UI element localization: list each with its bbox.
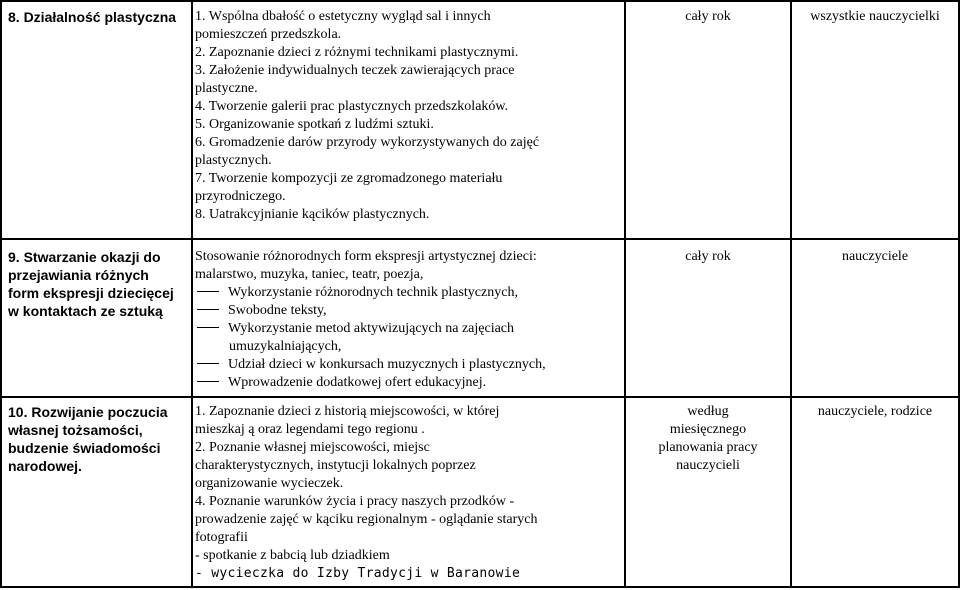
dash-bullet-icon [197,291,219,292]
row9-bullet [195,320,620,338]
row8-term [626,8,790,26]
dash-bullet-icon [197,309,219,310]
row8-line: plastyczne. [195,81,258,96]
row8-term-text: cały rok [685,9,731,24]
row9-bullet-text: Udział dzieci w konkursach muzycznych i plastycznych, [228,357,546,372]
row10-line: - spotkanie z babcią lub dziadkiem [195,548,390,563]
dash-bullet-icon [197,381,219,382]
row10-term [626,403,790,475]
row10-content [195,403,620,583]
row10-line: organizowanie wycieczek. [195,476,344,491]
row10-line: fotografii [195,530,248,545]
row-border-8 [0,238,960,240]
row10-line: prowadzenie zajęć w kąciku regionalnym - oglądanie starych [195,512,538,527]
row9-title-line: form ekspresji dziecięcej [8,285,174,301]
row9-bullet [195,374,620,392]
row10-line: charakterystycznych, instytucji lokalnych poprzez [195,458,476,473]
row9-bullet-text: Wprowadzenie dodatkowej ofert edukacyjnej. [228,375,487,390]
col-border-0 [0,0,2,588]
row8-line: 1. Wspólna dbałość o estetyczny wygląd sal i innych [195,9,491,24]
row9-bullet-text: Swobodne teksty, [228,303,327,318]
row8-line: 5. Organizowanie spotkań z ludźmi sztuki. [195,117,434,132]
row8-line: 8. Uatrakcyjnianie kącików plastycznych. [195,207,430,222]
col-border-3 [790,0,792,588]
row8-line: 3. Założenie indywidualnych teczek zawierających prace [195,63,515,78]
row10-line: 4. Poznanie warunków życia i pracy naszych przodków - [195,494,515,509]
row8-line: 4. Tworzenie galerii prac plastycznych przedszkolaków. [195,99,509,114]
row9-term [626,248,790,266]
row10-term-line: według [687,404,729,419]
row9-intro-line: malarstwo, muzyka, taniec, teatr, poezja, [195,267,424,282]
row8-line: plastycznych. [195,153,272,168]
row9-bullet [195,284,620,302]
row10-line: 2. Poznanie własnej miejscowości, miejsc [195,440,430,455]
dash-bullet-icon [197,363,219,364]
row9-responsible [792,248,958,266]
row9-bullet-text: Wykorzystanie metod aktywizujących na zajęciach [228,321,515,336]
row8-content [195,8,620,224]
row10-title-line: narodowej. [8,458,82,474]
row9-title-line: 9. Stwarzanie okazji do [8,249,161,265]
row8-line: 6. Gromadzenie darów przyrody wykorzystywanych do zajęć [195,135,540,150]
row-border-bottom [0,586,960,588]
row10-line: mieszkaj ą oraz legendami tego regionu . [195,422,425,437]
row9-intro-line: Stosowanie różnorodnych form ekspresji artystycznej dzieci: [195,249,537,264]
row9-bullet-text: Wykorzystanie różnorodnych technik plastycznych, [228,285,518,300]
col-border-1 [191,0,193,588]
row9-title [8,248,188,320]
row10-line: - wycieczka do Izby Tradycji w Baranowie [195,566,521,581]
row-border-top [0,0,960,2]
dash-bullet-icon [197,327,219,328]
row8-title [8,8,188,26]
row9-title-line: przejawiania różnych [8,267,149,283]
row8-responsible-text: wszystkie nauczycielki [810,9,940,24]
row9-responsible-text: nauczyciele [841,249,909,264]
row9-bullet [195,356,620,374]
row10-line: 1. Zapoznanie dzieci z historią miejscowości, w której [195,404,500,419]
row10-title-line: własnej tożsamości, [8,422,143,438]
row8-line: 7. Tworzenie kompozycji ze zgromadzonego materiału [195,171,503,186]
row-border-9 [0,396,960,398]
row8-line: pomieszczeń przedszkola. [195,27,342,42]
row9-term-text: cały rok [685,249,731,264]
row10-term-line: nauczycieli [676,458,740,473]
row9-content [195,248,620,392]
row8-responsible [792,8,958,26]
col-border-2 [624,0,626,588]
row10-responsible-text: nauczyciele, rodzice [817,404,933,419]
row9-title-line: w kontaktach ze sztuką [8,303,163,319]
row10-responsible [792,403,958,421]
row9-bullet-continuation: umuzykalniających, [229,339,342,354]
row8-line: przyrodniczego. [195,189,286,204]
row8-line: 2. Zapoznanie dzieci z różnymi technikami plastycznymi. [195,45,519,60]
row10-title [8,403,188,475]
row10-term-line: planowania pracy [658,440,758,455]
row9-bullet [195,302,620,320]
row8-title-text: 8. Działalność plastyczna [8,9,177,25]
row10-term-line: miesięcznego [669,422,747,437]
row10-title-line: 10. Rozwijanie poczucia [8,404,168,420]
row10-title-line: budzenie świadomości [8,440,161,456]
